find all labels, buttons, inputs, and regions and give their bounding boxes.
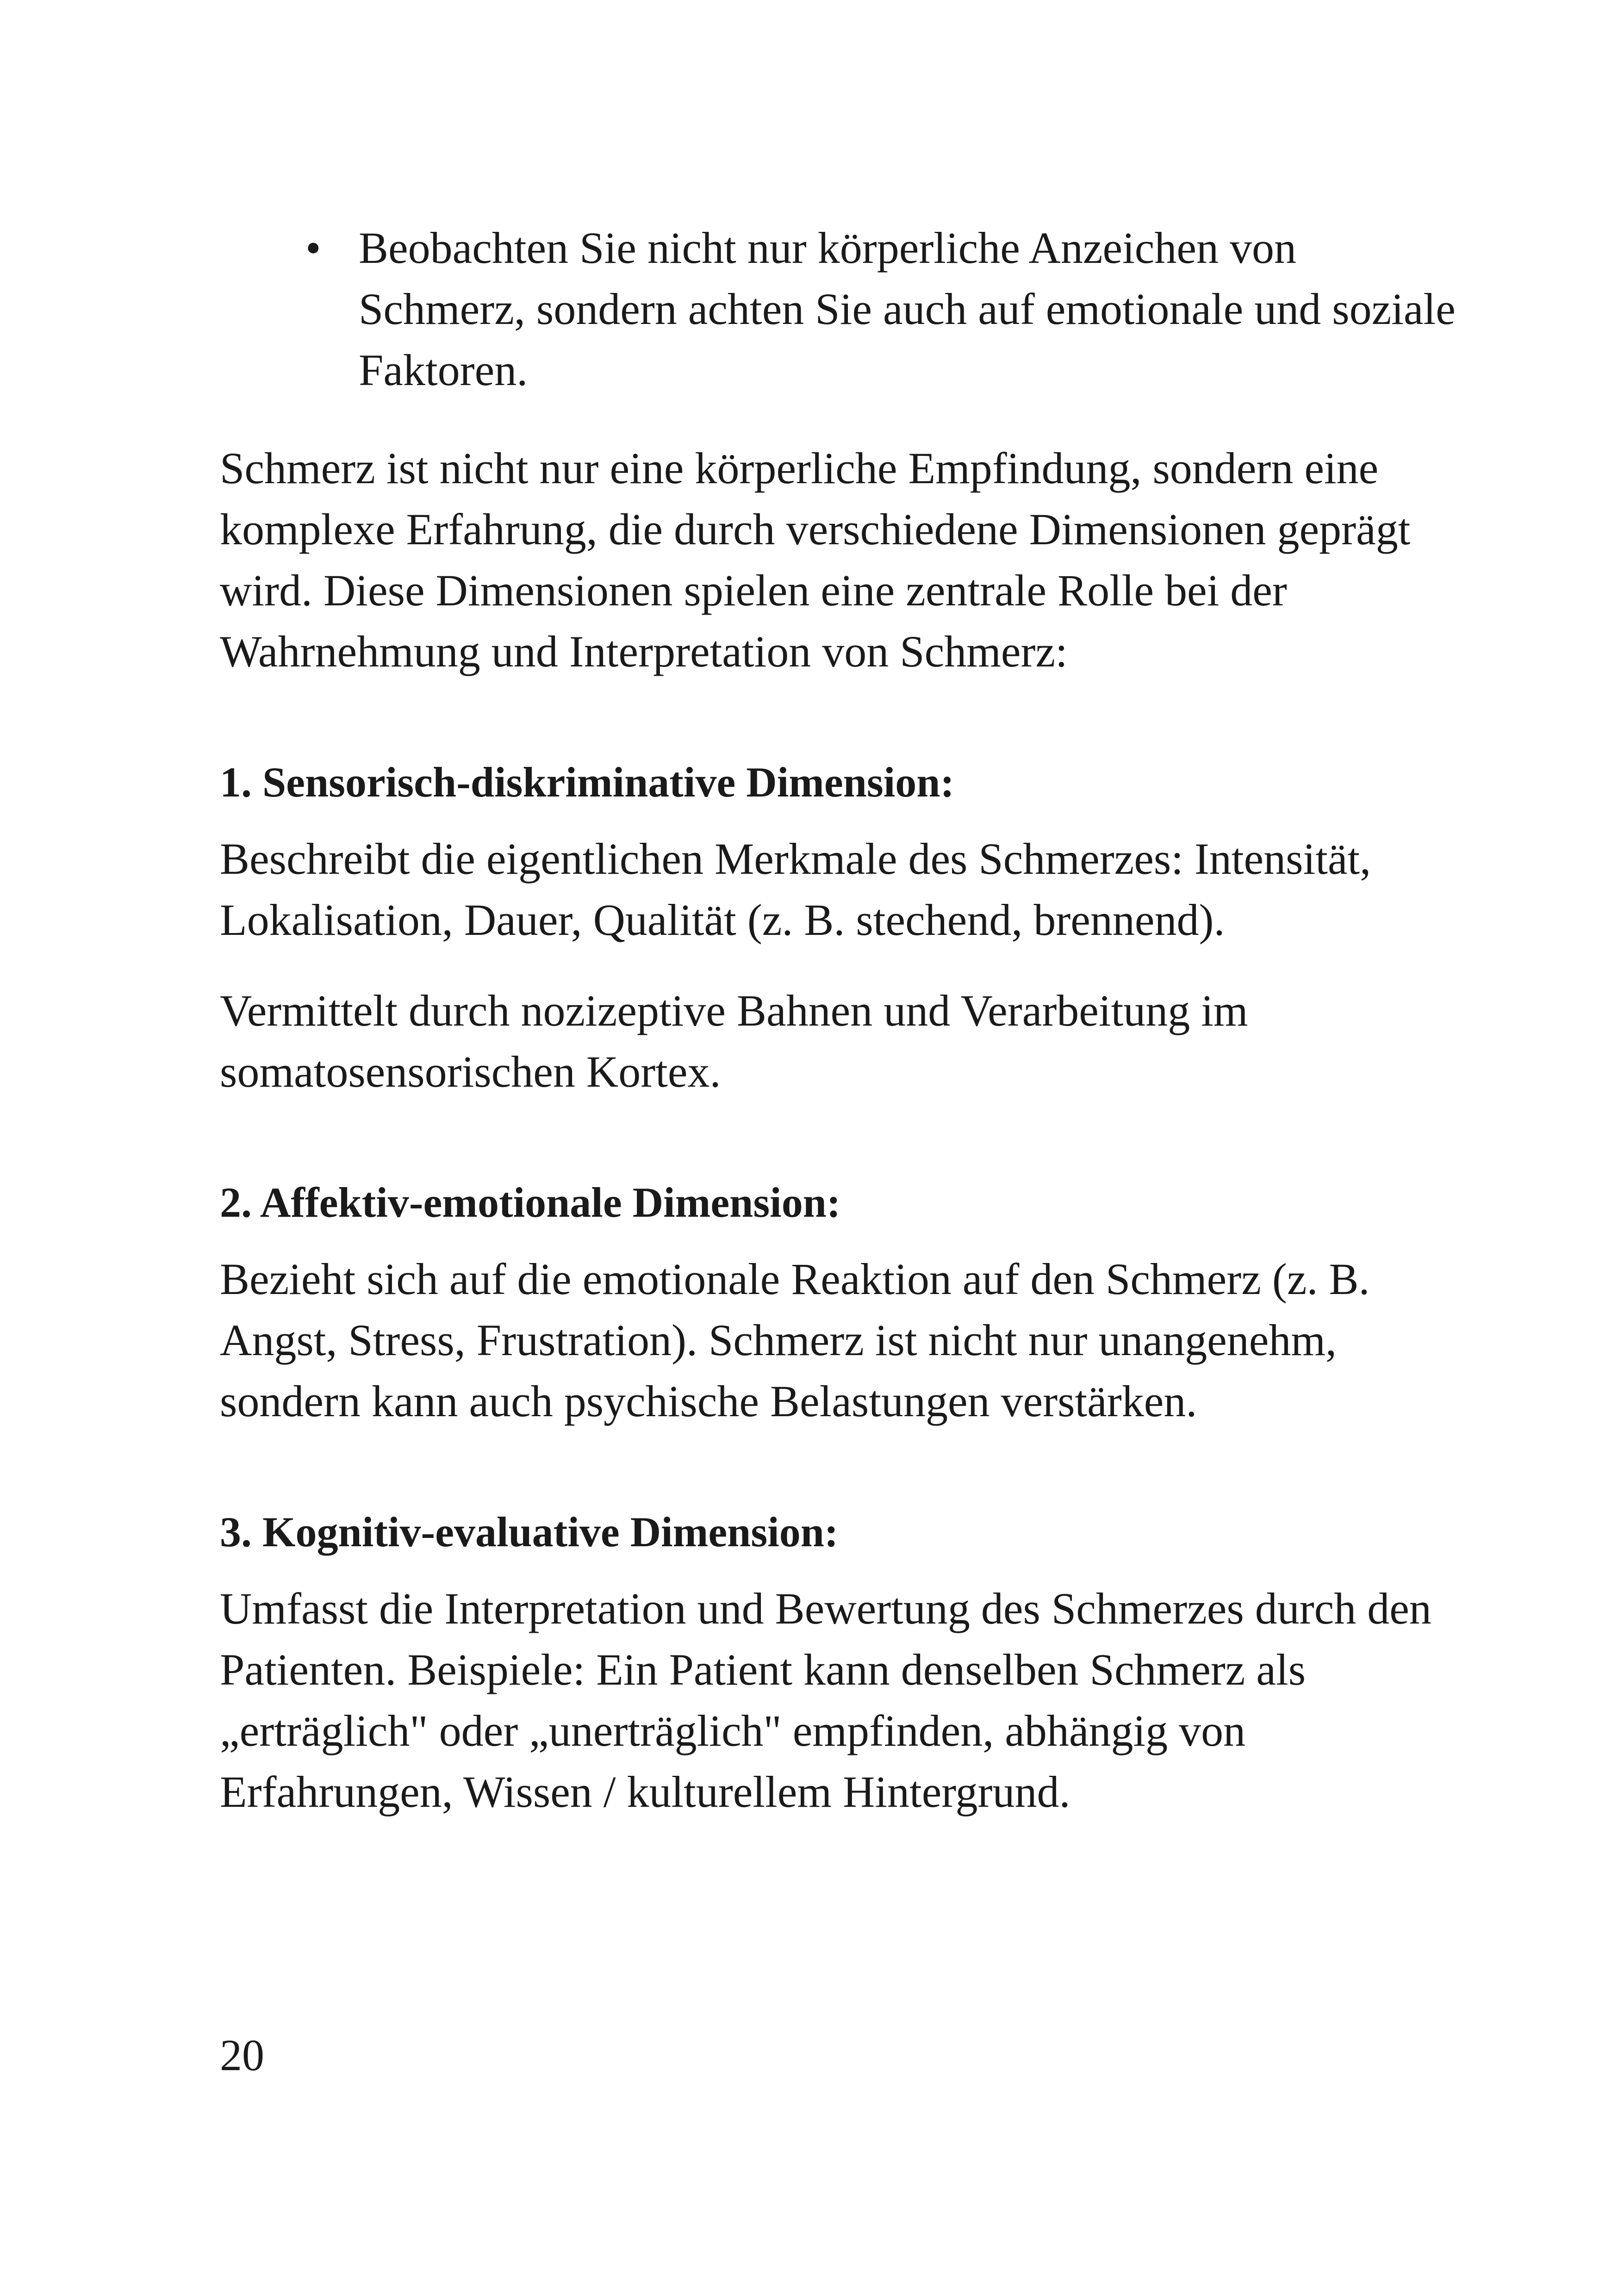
bullet-text: Beobachten Sie nicht nur körperliche Anzeichen von Schmerz, sondern achten Sie auch auf emotionale und soziale Faktoren.: [359, 223, 1456, 395]
section-affective-paragraph: Bezieht sich auf die emotionale Reaktion auf den Schmerz (z. B. Angst, Stress, Frustration). Schmerz ist nicht nur unangenehm, sondern kann auch psychische Belastungen verstärken.: [220, 1254, 1370, 1426]
page-content: [220, 218, 1460, 1852]
section-heading-cognitive: 3. Kognitiv-evaluative Dimension:: [220, 1508, 839, 1556]
bullet-list: [220, 218, 1460, 401]
section-sensory-paragraph-1: Beschreibt die eigentlichen Merkmale des Schmerzes: Intensität, Lokalisation, Dauer, Qualität (z. B. stechend, brennend).: [220, 834, 1371, 945]
intro-paragraph: Schmerz ist nicht nur eine körperliche Empfindung, sondern eine komplexe Erfahrung, die durch verschiedene Dimensionen geprägt wird. Diese Dimensionen spielen eine zentrale Rolle bei der Wahrnehmung und Interpretation von Schmerz:: [220, 443, 1411, 676]
page-number: 20: [220, 2030, 264, 2080]
section-cognitive-paragraph: Umfasst die Interpretation und Bewertung des Schmerzes durch den Patienten. Beispiele: Ein Patient kann denselben Schmerz als „erträglich" oder „unerträglich" empfinden, abhängig von Erfahrungen, Wissen / kulturellem Hintergrund.: [220, 1584, 1431, 1817]
section-sensory-paragraph-2: Vermittelt durch nozizeptive Bahnen und Verarbeitung im somatosensorischen Kortex.: [220, 986, 1248, 1096]
bullet-dot-icon: •: [305, 223, 321, 273]
section-heading-sensory: 1. Sensorisch-diskriminative Dimension:: [220, 759, 955, 806]
bullet-item: [305, 218, 1460, 401]
section-heading-affective: 2. Affektiv-emotionale Dimension:: [220, 1179, 841, 1226]
